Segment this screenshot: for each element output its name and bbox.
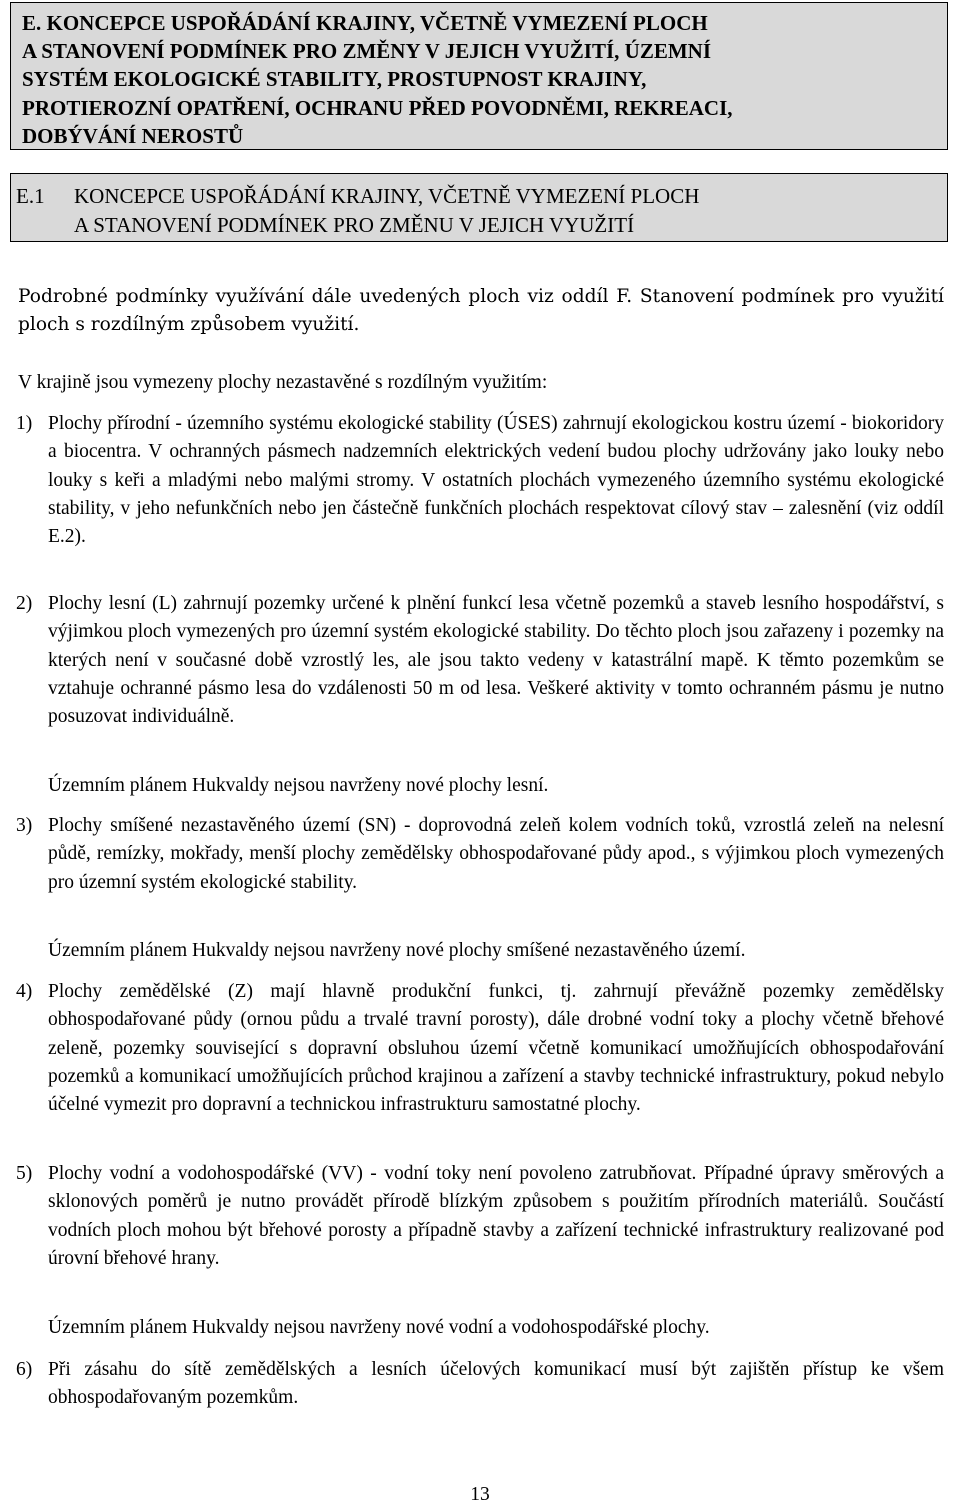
section-number: E.1 bbox=[16, 184, 45, 208]
list-item bbox=[16, 410, 944, 551]
list-item-note: Územním plánem Hukvaldy nejsou navrženy nové plochy smíšené nezastavěného území. bbox=[48, 940, 746, 961]
section-heading-box bbox=[10, 173, 948, 242]
list-item-number: 4) bbox=[16, 981, 33, 1002]
list-item-number: 2) bbox=[16, 593, 33, 614]
lead-paragraph: V krajině jsou vymezeny plochy nezastavěné s rozdílným využitím: bbox=[18, 372, 548, 393]
section-title-line: A STANOVENÍ PODMÍNEK PRO ZMĚNU V JEJICH VYUŽITÍ bbox=[74, 212, 635, 237]
list-item-number: 1) bbox=[16, 413, 33, 434]
list-item-text: Plochy přírodní - územního systému ekologické stability (ÚSES) zahrnují ekologickou kostru území - biokoridory a biocentra. V ochranných pásmech nadzemních elektrických vedení budou plochy udržovány jako louky nebo louky s keři a mladými nebo malými stromy. V ostatních plochách vymezeného územního systému ekologické stability, v jeho nefunkčních nebo jen částečně funkčních plochách respektovat cílový stav – zalesnění (viz oddíl E.2). bbox=[48, 413, 944, 548]
chapter-heading-line: SYSTÉM EKOLOGICKÉ STABILITY, PROSTUPNOST KRAJINY, bbox=[22, 67, 647, 92]
list-item-number: 3) bbox=[16, 815, 33, 836]
list-item-note: Územním plánem Hukvaldy nejsou navrženy nové vodní a vodohospodářské plochy. bbox=[48, 1317, 710, 1338]
chapter-heading-box bbox=[10, 2, 948, 150]
chapter-heading-line: A STANOVENÍ PODMÍNEK PRO ZMĚNY V JEJICH VYUŽITÍ, ÚZEMNÍ bbox=[22, 39, 712, 64]
list-item bbox=[16, 1160, 944, 1273]
list-item-text: Plochy smíšené nezastavěného území (SN) - doprovodná zeleň kolem vodních toků, vzrostlá zeleň na nelesní půdě, remízky, mokřady, menší plochy zemědělsky obhospodařované půdy apod., s výjimkou ploch vymezených pro územní systém ekologické stability. bbox=[48, 815, 944, 893]
section-title-line: KONCEPCE USPOŘÁDÁNÍ KRAJINY, VČETNĚ VYMEZENÍ PLOCH bbox=[74, 184, 700, 208]
list-item-text: Při zásahu do sítě zemědělských a lesních účelových komunikací musí být zajištěn přístup ke všem obhospodařovaným pozemkům. bbox=[48, 1359, 944, 1409]
list-item-number: 5) bbox=[16, 1163, 33, 1184]
page-number: 13 bbox=[470, 1484, 490, 1505]
list-item-note: Územním plánem Hukvaldy nejsou navrženy nové plochy lesní. bbox=[48, 775, 549, 796]
list-item bbox=[16, 978, 944, 1119]
chapter-heading-line: E. KONCEPCE USPOŘÁDÁNÍ KRAJINY, VČETNĚ VYMEZENÍ PLOCH bbox=[22, 11, 708, 35]
list-item bbox=[16, 812, 944, 897]
list-item-text: Plochy vodní a vodohospodářské (VV) - vodní toky není povoleno zatrubňovat. Případné úpravy směrových a sklonových poměrů je nutno provádět přírodě blízkým způsobem s použitím přírodních materiálů. Součástí vodních ploch mohou být břehové porosty a případně stavby a zařízení technické infrastruktury realizované pod úrovní břehové hrany. bbox=[48, 1163, 944, 1269]
list-item bbox=[16, 590, 944, 731]
list-item-text: Plochy lesní (L) zahrnují pozemky určené k plnění funkcí lesa včetně pozemků a staveb lesního hospodářství, s výjimkou ploch vymezených pro územní systém ekologické stability. Do těchto ploch jsou zařazeny i pozemky na kterých není v současné době vzrostlý les, ale jsou takto vedeny v katastrální mapě. K těmto pozemkům se vztahuje ochranné pásmo lesa do vzdálenosti 50 m od lesa. Veškeré aktivity v tomto ochranném pásmu je nutno posuzovat individuálně. bbox=[48, 593, 944, 728]
section-title bbox=[74, 182, 699, 239]
list-item-text: Plochy zemědělské (Z) mají hlavně produkční funkci, tj. zahrnují převážně pozemky zemědělsky obhospodařované půdy (ornou půdu a trvalé travní porosty), dále drobné vodní toky a plochy včetně břehové zeleně, pozemky související s dopravní obsluhou území včetně komunikací umožňujících obhospodařování pozemků a komunikací umožňujících průchod krajinou a zařízení a stavby technické infrastruktury, pokud nebylo účelné vymezit pro dopravní a technickou infrastrukturu samostatné plochy. bbox=[48, 981, 944, 1116]
list-item bbox=[16, 1356, 944, 1413]
list-item-number: 6) bbox=[16, 1359, 33, 1380]
chapter-heading-line: DOBÝVÁNÍ NEROSTŮ bbox=[22, 123, 244, 148]
intro-paragraph: Podrobné podmínky využívání dále uvedených ploch viz oddíl F. Stanovení podmínek pro využití ploch s rozdílným způsobem využití. bbox=[18, 286, 944, 336]
chapter-heading-line: PROTIEROZNÍ OPATŘENÍ, OCHRANU PŘED POVODNĚMI, REKREACI, bbox=[22, 95, 733, 120]
